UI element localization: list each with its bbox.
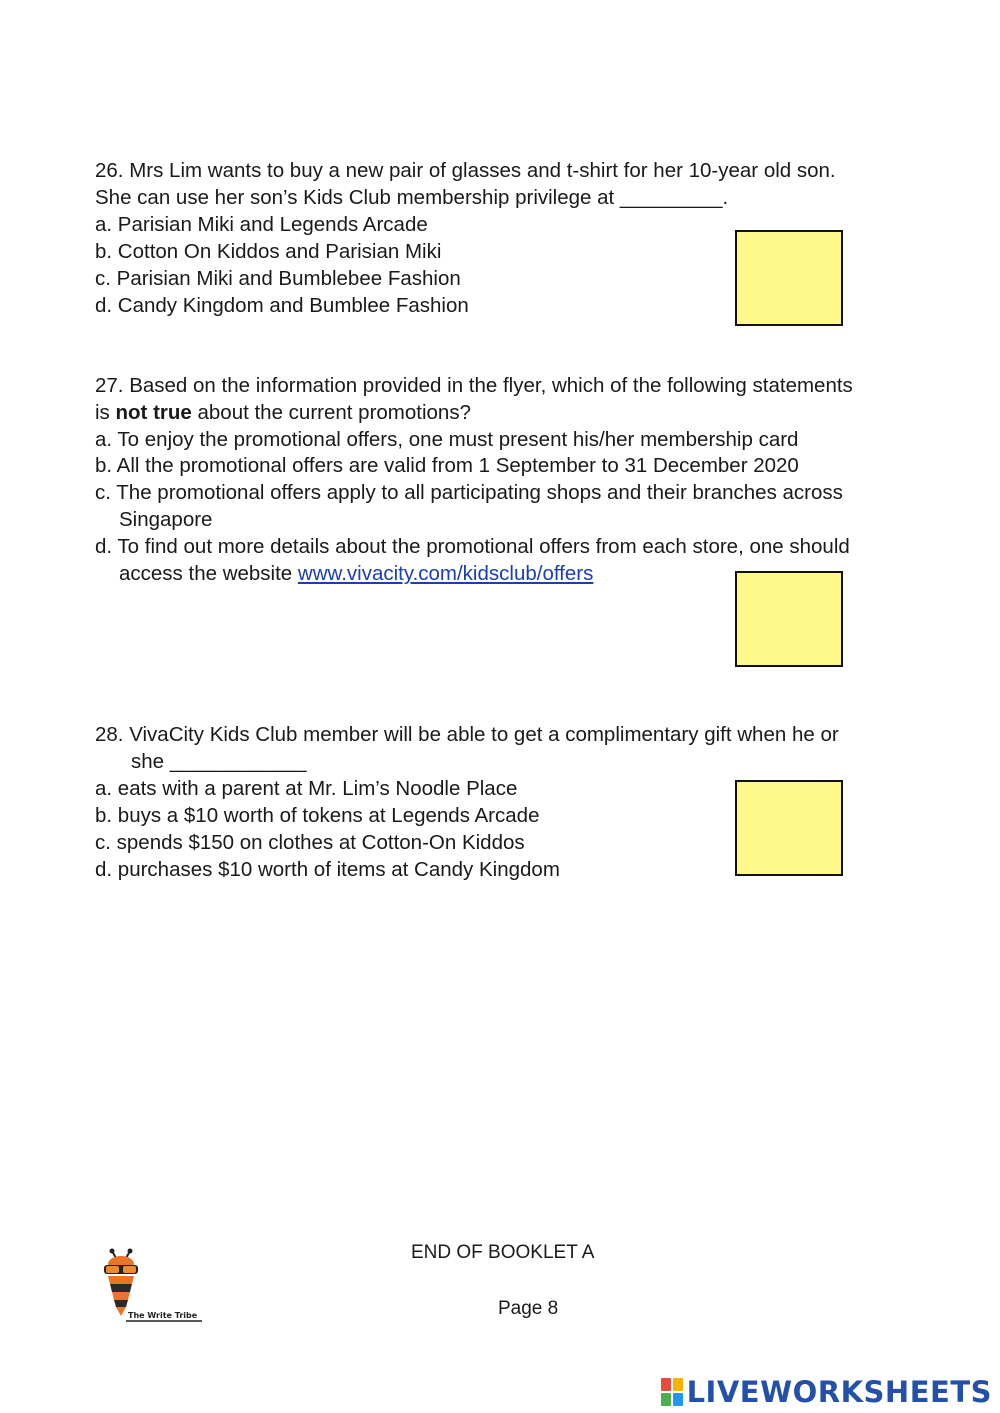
q27-option-a: a. To enjoy the promotional offers, one must present his/her membership card	[95, 428, 799, 451]
q28-stem-line2: she ____________	[131, 750, 307, 773]
q27-stem-line2: is not true about the current promotions?	[95, 401, 471, 424]
q27-option-c-cont: Singapore	[119, 508, 213, 531]
q26-option-a: a. Parisian Miki and Legends Arcade	[95, 213, 428, 236]
q26-option-d: d. Candy Kingdom and Bumblee Fashion	[95, 294, 469, 317]
q26-option-b: b. Cotton On Kiddos and Parisian Miki	[95, 240, 442, 263]
q28-answer-box[interactable]	[735, 780, 843, 876]
q28-option-d: d. purchases $10 worth of items at Candy Kingdom	[95, 858, 560, 881]
page-number: Page 8	[498, 1298, 559, 1319]
q27-option-d-cont: access the website www.vivacity.com/kidsclub/offers	[119, 562, 594, 585]
liveworksheets-logo-icon	[661, 1378, 683, 1406]
q27-answer-box[interactable]	[735, 571, 843, 667]
q27-option-c: c. The promotional offers apply to all participating shops and their branches across	[95, 481, 843, 504]
svg-text:The Write Tribe: The Write Tribe	[128, 1311, 198, 1320]
write-tribe-logo	[96, 1248, 206, 1328]
q28-stem-line1: 28. VivaCity Kids Club member will be able to get a complimentary gift when he or	[95, 723, 839, 746]
q26-option-c: c. Parisian Miki and Bumblebee Fashion	[95, 267, 461, 290]
offers-website-link[interactable]: www.vivacity.com/kidsclub/offers	[297, 562, 594, 585]
q28-option-b: b. buys a $10 worth of tokens at Legends Arcade	[95, 804, 540, 827]
q26-stem-line1: 26. Mrs Lim wants to buy a new pair of glasses and t-shirt for her 10-year old son.	[95, 159, 836, 182]
q27-emphasis: not true	[115, 401, 192, 424]
liveworksheets-text: LIVEWORKSHEETS	[686, 1375, 992, 1409]
q26-stem-line2: She can use her son’s Kids Club membership privilege at _________.	[95, 186, 729, 209]
liveworksheets-watermark	[661, 1372, 992, 1412]
q26-answer-box[interactable]	[735, 230, 843, 326]
q27-option-d: d. To find out more details about the promotional offers from each store, one should	[95, 535, 850, 558]
q28-option-a: a. eats with a parent at Mr. Lim’s Noodle Place	[95, 777, 518, 800]
q27-stem-line1: 27. Based on the information provided in the flyer, which of the following statements	[95, 374, 853, 397]
q28-option-c: c. spends $150 on clothes at Cotton-On Kiddos	[95, 831, 525, 854]
q27-option-b: b. All the promotional offers are valid from 1 September to 31 December 2020	[95, 454, 799, 477]
end-of-booklet-text: END OF BOOKLET A	[411, 1242, 595, 1263]
bee-icon	[96, 1248, 206, 1328]
